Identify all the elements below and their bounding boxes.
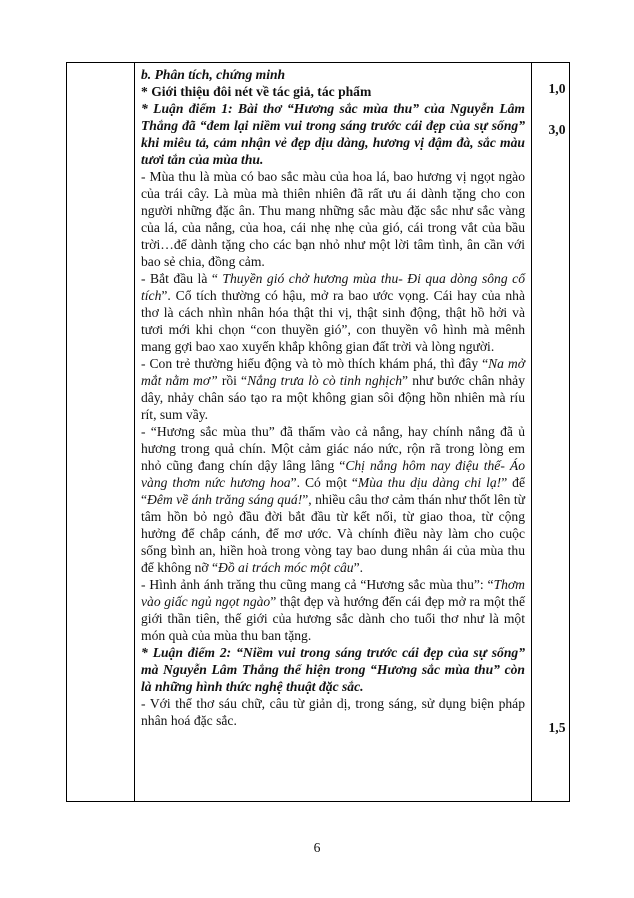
section-heading: b. Phân tích, chứng minh	[141, 67, 286, 82]
intro-heading: * Giới thiệu đôi nét về tác giả, tác phẩm	[141, 84, 372, 99]
table-column-divider	[531, 62, 532, 802]
page-number: 6	[313, 840, 321, 855]
point1-paragraph: - “Hương sắc mùa thu” đã thấm vào cả nắng, hay chính nắng đã ủ hương trong quả chín. Một cảm giác náo nức, rộn rã trong lòng em nhỏ cũng đang chín dậy lâng lâng “Chị nắng hôm nay điệu thế- Áo vàng thơm nức hương hoa”. Có một “Mùa thu dịu dàng chi lạ!” để “Đêm về ánh trăng sáng quá!”, nhiều câu thơ cảm thán như thốt lên từ tâm hồn bỏ ngỏ đầu đời bắt đầu từ kết nối, từ giao thoa, từ cộng hưởng để chắp cánh, để mơ ước. Và chính điều này làm cho cuộc sống bình an, hiền hoà trong vòng tay bao dung nhân ái của mùa thu để không nỡ “Đồ ai trách móc một câu”.	[141, 424, 525, 575]
answer-content	[141, 66, 525, 729]
point1-paragraph: - Con trẻ thường hiếu động và tò mò thích khám phá, thì đây “Na mở mắt nằm mơ” rồi “Nắng trưa lò cò tinh nghịch” như bước chân nhảy dây, nhảy chân sáo tạo ra một không gian sôi động hồn nhiên mà ríu rít, sum vầy.	[141, 356, 526, 422]
score-intro: 1,0	[548, 81, 566, 96]
point2-paragraph: - Với thể thơ sáu chữ, câu từ giản dị, trong sáng, sử dụng biện pháp nhân hoá đặc sắc.	[141, 696, 525, 728]
point1-heading: * Luận điểm 1: Bài thơ “Hương sắc mùa thu” của Nguyễn Lâm Thắng đã “đem lại niềm vui trong sáng trước cái đẹp của sự sống” khi miêu tả, cảm nhận vẻ đẹp dịu dàng, hương vị đậm đà, sắc màu tươi tắn của mùa thu.	[141, 101, 525, 167]
point1-paragraph: - Bắt đầu là “ Thuyền gió chở hương mùa thu- Đi qua dòng sông cổ tích”. Cổ tích thường có hậu, mở ra bao ước vọng. Cái hay của nhà thơ là cách nhìn nhân hóa thật thi vị, thật sinh động, thật hồ hởi và tươi mới khi chọn “con thuyền gió”, con thuyền vô hình mà mênh mang gợi bao xao xuyến khắp không gian đất trời và lòng người.	[141, 271, 525, 354]
point1-paragraph: - Hình ảnh ánh trăng thu cũng mang cả “Hương sắc mùa thu”: “Thơm vào giấc ngủ ngọt ngào” thật đẹp và hướng đến cái đẹp mở ra một thế giới thần tiên, thế giới của hương sắc dành cho tuổi thơ như là một món quà của mùa thu ban tặng.	[141, 577, 525, 643]
score-point2: 1,5	[548, 720, 566, 735]
point2-heading: * Luận điểm 2: “Niềm vui trong sáng trước cái đẹp của sự sống” mà Nguyễn Lâm Thắng thể hiện trong “Hương sắc mùa thu” còn là những hình thức nghệ thuật đặc sắc.	[141, 645, 525, 694]
point1-paragraph: - Mùa thu là mùa có bao sắc màu của hoa lá, bao hương vị ngọt ngào của trái cây. Là mùa mà thiên nhiên đã rất ưu ái dành tặng cho con người những đặc ân. Thu mang những sắc màu đặc sắc như sắc vàng của lá, của nắng, của hoa, cái nhẹ nhẹ của gió, cái trong vắt của bầu trời…để dành tặng cho các bạn nhỏ như một lời tâm tình, ân cần với bao sẻ chia, đồng cảm.	[141, 169, 525, 269]
table-column-divider	[134, 62, 135, 802]
score-point1: 3,0	[548, 122, 566, 137]
